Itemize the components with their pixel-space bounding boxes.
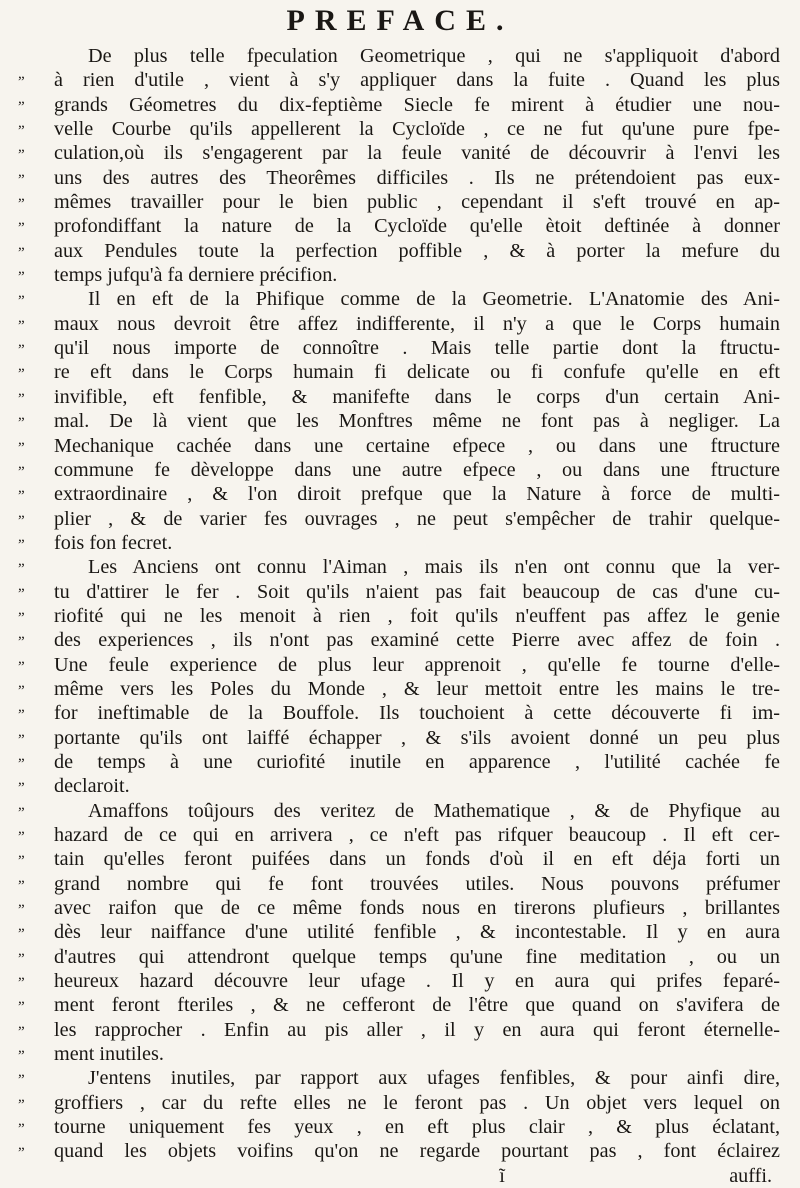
text-line xyxy=(18,336,780,360)
text-line xyxy=(18,653,780,677)
quote-mark: ” xyxy=(18,731,25,748)
line-text: invifible, eft fenfible, & manifefte dans le corps d'un certain Ani- xyxy=(54,385,780,408)
line-text: re eft dans le Corps humain fi delicate ou fi confufe qu'elle en eft xyxy=(54,361,780,384)
line-text: ment inutiles. xyxy=(54,1043,164,1066)
text-line xyxy=(18,1091,780,1115)
quote-mark: ” xyxy=(18,1096,25,1113)
quote-mark: ” xyxy=(18,1145,25,1162)
text-line xyxy=(18,507,780,531)
line-text: d'autres qui attendront quelque temps qu'une fine meditation , ou un xyxy=(54,945,780,968)
text-line xyxy=(18,677,780,701)
text-line xyxy=(18,166,780,190)
quote-mark: ” xyxy=(18,536,25,553)
quote-mark: ” xyxy=(18,123,25,140)
text-line xyxy=(18,750,780,774)
quote-mark: ” xyxy=(18,220,25,237)
text-line xyxy=(18,190,780,214)
line-text: plier , & de varier fes ouvrages , ne peut s'empêcher de trahir quelque- xyxy=(54,507,780,530)
quote-mark: ” xyxy=(18,74,25,91)
catchword: auffi. xyxy=(729,1164,772,1187)
line-text: mal. De là vient que les Monftres même ne font pas à negliger. La xyxy=(54,410,780,433)
text-line xyxy=(18,312,780,336)
quote-mark: ” xyxy=(18,975,25,992)
quote-mark: ” xyxy=(18,488,25,505)
quote-mark: ” xyxy=(18,780,25,797)
quote-mark: ” xyxy=(18,877,25,894)
line-text: fois fon fecret. xyxy=(54,531,173,554)
line-text: de temps à une curiofité inutile en apparence , l'utilité cachée fe xyxy=(54,750,780,773)
text-line xyxy=(18,458,780,482)
quote-mark: ” xyxy=(18,98,25,115)
text-line xyxy=(18,604,780,628)
line-text: portante qu'ils ont laiffé échapper , & s'ils avoient donné un peu plus xyxy=(54,726,780,749)
quote-mark: ” xyxy=(18,317,25,334)
text-line xyxy=(18,1018,780,1042)
quote-mark: ” xyxy=(18,585,25,602)
text-line xyxy=(18,920,780,944)
line-text: Il en eft de la Phifique comme de la Geometrie. L'Anatomie des Ani- xyxy=(88,288,780,311)
quote-mark: ” xyxy=(18,366,25,383)
text-line xyxy=(18,1042,780,1066)
quote-mark: ” xyxy=(18,950,25,967)
text-line xyxy=(18,44,780,68)
page-title: PREFACE. xyxy=(286,4,514,37)
text-line xyxy=(18,726,780,750)
quote-mark: ” xyxy=(18,853,25,870)
line-text: Les Anciens ont connu l'Aiman , mais ils n'en ont connu que la ver- xyxy=(88,556,780,579)
text-line xyxy=(18,287,780,311)
quote-mark: ” xyxy=(18,561,25,578)
text-line xyxy=(18,555,780,579)
line-text: heureux hazard découvre leur ufage . Il y en aura qui prifes feparé- xyxy=(54,970,780,993)
line-text: riofité qui ne les menoit à rien , foit qu'ils n'euffent pas affez le genie xyxy=(54,604,780,627)
line-text: velle Courbe qu'ils appellerent la Cycloïde , ce ne fut qu'une pure fpe- xyxy=(54,118,780,141)
line-text: avec raifon que de ce même fonds nous en tirerons plufieurs , brillantes xyxy=(54,897,780,920)
signature-line xyxy=(18,1164,780,1188)
quote-mark: ” xyxy=(18,439,25,456)
quote-mark: ” xyxy=(18,293,25,310)
text-line xyxy=(18,896,780,920)
text-line xyxy=(18,580,780,604)
line-text: hazard de ce qui en arrivera , ce n'eft pas rifquer beaucoup . Il eft cer- xyxy=(54,824,780,846)
text-line xyxy=(18,434,780,458)
quote-mark: ” xyxy=(18,926,25,943)
quote-mark: ” xyxy=(18,682,25,699)
line-text: Amaffons toûjours des veritez de Mathematique , & de Phyfique au xyxy=(88,799,780,822)
quote-mark: ” xyxy=(18,342,25,359)
text-line xyxy=(18,1066,780,1090)
text-line xyxy=(18,872,780,896)
line-text: mêmes travailler pour le bien public , cependant il s'eft trouvé en ap- xyxy=(54,191,780,214)
text-line xyxy=(18,68,780,92)
text-line xyxy=(18,823,780,847)
line-text: ment feront fteriles , & ne cefferont de l'être que quand on s'avifera de xyxy=(54,994,780,1017)
text-line xyxy=(18,409,780,433)
quote-mark: ” xyxy=(18,609,25,626)
line-text: Une feule experience de plus leur apprenoit , qu'elle fe tourne d'elle- xyxy=(54,653,780,676)
line-text: tu d'attirer le fer . Soit qu'ils n'aient pas fait beaucoup de cas d'une cu- xyxy=(54,580,780,603)
text-line xyxy=(18,847,780,871)
line-text: même vers les Poles du Monde , & leur mettoit entre les mains le tre- xyxy=(54,677,780,700)
quote-mark: ” xyxy=(18,390,25,407)
line-text: profondiffant la nature de la Cycloïde qu'elle ètoit deftinée à donner xyxy=(54,215,780,238)
quote-mark: ” xyxy=(18,1023,25,1040)
text-line xyxy=(18,799,780,823)
text-line xyxy=(18,214,780,238)
line-text: Mechanique cachée dans une certaine efpece , ou dans une ftructure xyxy=(54,434,780,457)
line-text: grand nombre qui fe font trouvées utiles. Nous pouvons préfumer xyxy=(54,872,780,895)
quote-mark: ” xyxy=(18,755,25,772)
text-line xyxy=(18,945,780,969)
quote-mark: ” xyxy=(18,999,25,1016)
quote-mark: ” xyxy=(18,196,25,213)
line-text: dès leur naiffance d'une utilité fenfible , & incontestable. Il y en aura xyxy=(54,921,780,944)
line-text: groffiers , car du refte elles ne le feront pas . Un objet vers lequel on xyxy=(54,1091,780,1114)
text-line xyxy=(18,969,780,993)
line-text: à rien d'utile , vient à s'y appliquer dans la fuite . Quand les plus xyxy=(54,69,780,92)
text-line xyxy=(18,117,780,141)
quote-mark: ” xyxy=(18,269,25,286)
line-text: declaroit. xyxy=(54,775,130,798)
line-text: grands Géometres du dix-feptième Siecle fe mirent à étudier une nou- xyxy=(54,93,780,116)
line-text: tourne uniquement fes yeux , en eft plus clair , & plus éclatant, xyxy=(54,1116,780,1139)
quote-mark: ” xyxy=(18,1072,25,1089)
quote-mark: ” xyxy=(18,829,25,845)
text-line xyxy=(18,141,780,165)
quote-mark: ” xyxy=(18,512,25,529)
signature-mark: ĩ xyxy=(499,1164,505,1187)
text-line xyxy=(18,774,780,798)
line-text: tain qu'elles feront puifées dans un fonds d'où il en eft déja forti un xyxy=(54,848,780,871)
quote-mark: ” xyxy=(18,1048,25,1065)
line-text: quand les objets voifins qu'on ne regarde pourtant pas , font éclairez xyxy=(54,1140,780,1163)
line-text: commune fe dèveloppe dans une autre efpece , ou dans une ftructure xyxy=(54,458,780,481)
text-line xyxy=(18,360,780,384)
quote-mark: ” xyxy=(18,804,25,821)
line-text: for ineftimable de la Bouffole. Ils touchoient à cette découverte fi im- xyxy=(54,702,780,725)
quote-mark: ” xyxy=(18,147,25,164)
line-text: maux nous devroit être affez indifferente, il n'y a que le Corps humain xyxy=(54,312,780,335)
text-body xyxy=(18,44,780,1188)
text-line xyxy=(18,482,780,506)
line-text: De plus telle fpeculation Geometrique , qui ne s'appliquoit d'abord xyxy=(88,45,780,67)
line-text: uns des autres des Theorêmes difficiles . Ils ne prétendoient pas eux- xyxy=(54,166,780,189)
text-line xyxy=(18,239,780,263)
text-line xyxy=(18,1139,780,1163)
quote-mark: ” xyxy=(18,1121,25,1138)
text-line xyxy=(18,993,780,1017)
line-text: extraordinaire , & l'on diroit prefque que la Nature à force de multi- xyxy=(54,483,780,506)
quote-mark: ” xyxy=(18,171,25,188)
line-text: aux Pendules toute la perfection poffible , & à porter la mefure du xyxy=(54,239,780,262)
text-line xyxy=(18,628,780,652)
quote-mark: ” xyxy=(18,463,25,480)
line-text: temps jufqu'à fa derniere précifion. xyxy=(54,264,338,287)
line-text: qu'il nous importe de connoître . Mais telle partie dont la ftructu- xyxy=(54,337,780,360)
text-line xyxy=(18,531,780,555)
line-text: J'entens inutiles, par rapport aux ufages fenfibles, & pour ainfi dire, xyxy=(88,1067,780,1090)
text-line xyxy=(18,385,780,409)
line-text: culation,où ils s'engagerent par la feule vanité de découvrir à l'envi les xyxy=(54,142,780,165)
line-text: des experiences , ils n'ont pas examiné cette Pierre avec affez de foin . xyxy=(54,629,780,652)
text-line xyxy=(18,93,780,117)
quote-mark: ” xyxy=(18,244,25,261)
quote-mark: ” xyxy=(18,707,25,724)
quote-mark: ” xyxy=(18,415,25,432)
text-line xyxy=(18,701,780,725)
line-text: les rapprocher . Enfin au pis aller , il y en aura qui feront éternelle- xyxy=(54,1018,780,1041)
quote-mark: ” xyxy=(18,902,25,919)
quote-mark: ” xyxy=(18,658,25,675)
quote-mark: ” xyxy=(18,634,25,651)
text-line xyxy=(18,263,780,287)
